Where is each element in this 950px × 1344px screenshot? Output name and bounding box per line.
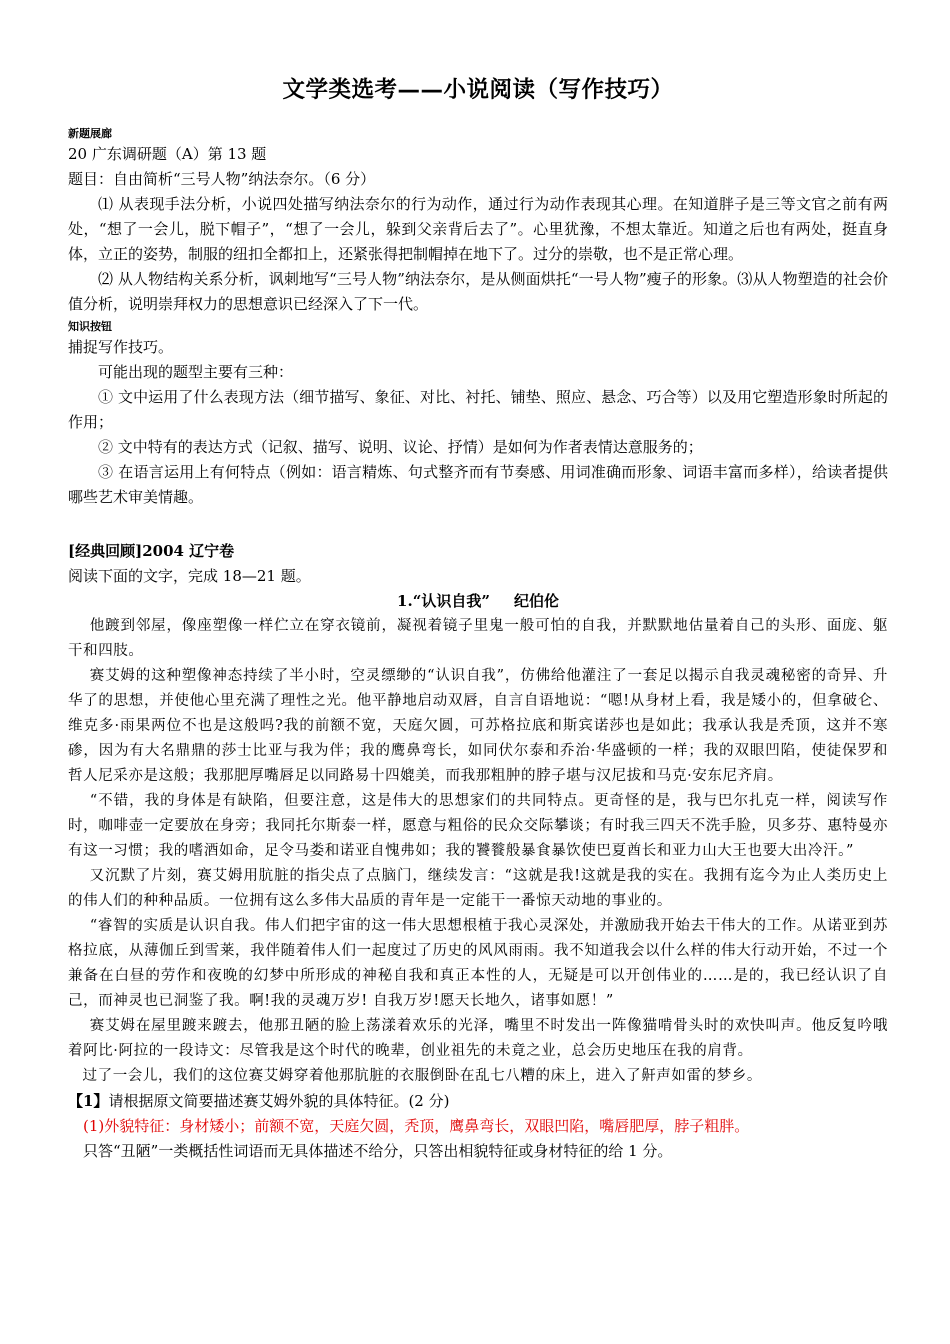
question-1-answer: (1)外貌特征：身材矮小；前额不宽，天庭欠圆，秃顶，鹰鼻弯长，双眼凹陷，嘴唇肥厚，脖子粗胖。: [83, 1117, 750, 1135]
exam-reference: 20 广东调研题（A）第 13 题: [68, 145, 267, 163]
document-title: 文学类选考——小说阅读（写作技巧）: [282, 77, 674, 103]
story-title-line: [68, 589, 888, 614]
story-paragraph-7: 过了一会儿，我们的这位赛艾姆穿着他那肮脏的衣服倒卧在乱七八糟的床上，进入了鼾声如雷的梦乡。: [82, 1068, 762, 1084]
story-author: 纪伯伦: [513, 592, 559, 610]
story-paragraph-4: 又沉默了片刻，赛艾姆用肮脏的指尖点了点脑门，继续发言：“这就是我!这就是我的实在。我拥有迄今为止人类历史上的伟人们的种种品质。一位拥有这么多伟大品质的青年是一定能干一番惊天动地的事业的。: [68, 868, 888, 909]
answer-paragraph-1: ⑴ 从表现手法分析，小说四处描写纳法奈尔的行为动作，通过行为动作表现其心理。在知道胖子是三等文官之前有两处，“想了一会儿，脱下帽子”，“想了一会儿，躲到父亲背后去了”。心里犹豫，不想太靠近。知道之后也有两处，挺直身体，立正的姿势，制服的纽扣全都扣上，还紧张得把制帽掉在地下了。过分的崇敬，也不是正常心理。: [68, 195, 888, 263]
skill-intro: 可能出现的题型主要有三种：: [98, 363, 294, 381]
question-1-label: 【1】: [68, 1092, 109, 1110]
classic-review-heading: [经典回顾]2004 辽宁卷: [68, 542, 235, 560]
question-1: [68, 1089, 888, 1114]
story-paragraph-1: 他踱到邻屋，像座塑像一样伫立在穿衣镜前，凝视着镜子里鬼一般可怕的自我，并默默地估量着自己的头形、面庞、躯干和四肢。: [68, 618, 888, 659]
story-paragraph-3: “不错，我的身体是有缺陷，但要注意，这是伟大的思想家们的共同特点。更奇怪的是，我与巴尔扎克一样，阅读写作时，咖啡壶一定要放在身旁；我同托尔斯泰一样，愿意与粗俗的民众交际攀谈；有时我三四天不洗手脸，贝多芬、惠特曼亦有这一习惯；我的嗜酒如命，足令马娄和诺亚自愧弗如；我的饕餮般暴食暴饮使巴夏酋长和亚力山大王也要大出冷汗。”: [68, 793, 888, 859]
story-title: 1.“认识自我”: [397, 592, 490, 610]
section-heading-knowledge: 知识按钮: [68, 320, 112, 333]
answer-paragraph-2: ⑵ 从人物结构关系分析，讽刺地写“三号人物”纳法奈尔，是从侧面烘托“一号人物”瘦子的形象。⑶从人物塑造的社会价值分析，说明崇拜权力的思想意识已经深入了下一代。: [68, 270, 888, 313]
question-1-text: 请根据原文简要描述赛艾姆外貌的具体特征。(2 分): [108, 1092, 450, 1110]
skill-item-3: ③ 在语言运用上有何特点（例如：语言精炼、句式整齐而有节奏感、用词准确而形象、词语丰富而多样），给读者提供哪些艺术审美情趣。: [68, 463, 888, 506]
question-prompt: 题目：自由简析“三号人物”纳法奈尔。（6 分）: [68, 170, 376, 188]
story-paragraph-5: “睿智的实质是认识自我。伟人们把宇宙的这一伟大思想根植于我心灵深处，并激励我开始去干伟大的工作。从诺亚到苏格拉底，从薄伽丘到雪莱，我伴随着伟人们一起度过了历史的风风雨雨。我不知道我会以什么样的伟大行动开始，不过一个兼备在白昼的劳作和夜晚的幻梦中所形成的神秘自我和真正本性的人，无疑是可以开创伟业的……是的，我已经认识了自己，而神灵也已洞鉴了我。啊!我的灵魂万岁! 自我万岁!愿天长地久，诸事如愿！”: [68, 918, 888, 1009]
skill-title: 捕捉写作技巧。: [68, 338, 174, 356]
reading-instruction: 阅读下面的文字，完成 18—21 题。: [68, 567, 311, 585]
question-1-scoring-note: 只答“丑陋”一类概括性词语而无具体描述不给分，只答出相貌特征或身材特征的给 1 分。: [83, 1142, 673, 1160]
skill-item-1: ① 文中运用了什么表现方法（细节描写、象征、对比、衬托、铺垫、照应、悬念、巧合等）以及用它塑造形象时所起的作用；: [68, 388, 888, 431]
story-paragraph-2: 赛艾姆的这种塑像神态持续了半小时，空灵缥缈的“认识自我”，仿佛给他灌注了一套足以揭示自我灵魂秘密的奇异、升华了的思想，并使他心里充满了理性之光。他平静地启动双唇，自言自语地说：“嗯!从身材上看，我是矮小的，但拿破仑、维克多·雨果两位不也是这般吗?我的前额不宽，天庭欠圆，可苏格拉底和斯宾诺莎也是如此；我承认我是秃顶，这并不寒碜，因为有大名鼎鼎的莎士比亚与我为伴；我的鹰鼻弯长，如同伏尔泰和乔治·华盛顿的一样；我的双眼凹陷，使徒保罗和哲人尼采亦是这般；我那肥厚嘴唇足以同路易十四媲美，而我那粗肿的脖子堪与汉尼拔和马克·安东尼齐肩。: [68, 668, 888, 784]
skill-item-2: ② 文中特有的表达方式（记叙、描写、说明、议论、抒情）是如何为作者表情达意服务的；: [98, 438, 703, 456]
spacer: [68, 510, 888, 535]
section-heading-new-questions: 新题展廊: [68, 127, 112, 140]
story-paragraph-6: 赛艾姆在屋里踱来踱去，他那丑陋的脸上荡漾着欢乐的光泽，嘴里不时发出一阵像猫啃骨头时的欢快叫声。他反复吟哦着阿比·阿拉的一段诗文：尽管我是这个时代的晚辈，创业祖先的未竟之业，总会历史地压在我的肩背。: [68, 1018, 888, 1059]
